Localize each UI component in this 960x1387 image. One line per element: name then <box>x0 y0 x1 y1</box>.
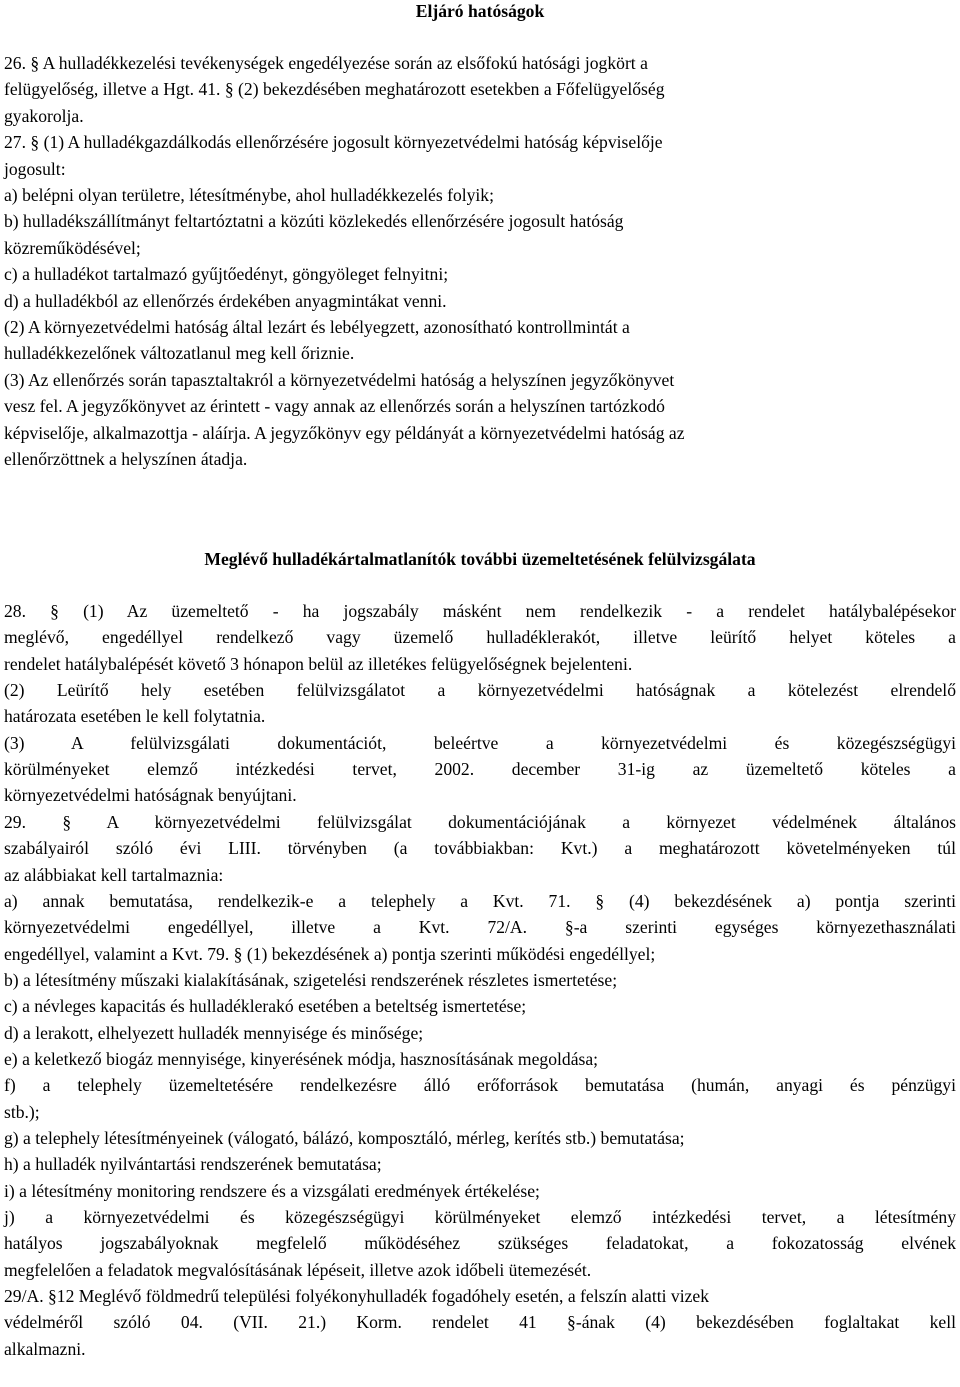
text-line: az alábbiakat kell tartalmaznia: <box>4 864 224 885</box>
text-line: (2) Leürítő hely esetében felülvizsgálatot a környezetvédelmi hatóságnak a kötelezést elrendelő <box>4 680 956 701</box>
text-line: (3) A felülvizsgálati dokumentációt, beleértve a környezetvédelmi és közegészségügyi <box>4 732 956 753</box>
text-line: ellenőrzöttnek a helyszínen átadja. <box>4 449 248 469</box>
text-line: jogosult: <box>4 158 66 179</box>
text-line: meglévő, engedéllyel rendelkező vagy üzemelő hulladéklerakót, illetve leürítő helyet köteles a <box>4 627 956 648</box>
text-line: körülményeket elemző intézkedési tervet, 2002. december 31-ig az üzemeltető köteles a <box>4 759 956 780</box>
text-line: a) belépni olyan területre, létesítménybe, ahol hulladékkezelés folyik; <box>4 185 494 205</box>
text-line: c) a névleges kapacitás és hulladéklerakó esetében a beteltség ismertetése; <box>4 996 527 1017</box>
section-heading-review: Meglévő hulladékártalmatlanítók további üzemeltetésének felülvizsgálata <box>204 549 756 569</box>
text-line: felügyelőség, illetve a Hgt. 41. § (2) bekezdésében meghatározott esetekben a Főfelügyelőség <box>4 79 665 100</box>
text-line: f) a telephely üzemeltetésére rendelkezésre álló erőforrások bemutatása (humán, anyagi és pénzügyi <box>4 1075 956 1096</box>
section-heading-authorities: Eljáró hatóságok <box>415 1 545 21</box>
text-line: c) a hulladékot tartalmazó gyűjtőedényt, göngyöleget felnyitni; <box>4 264 449 285</box>
text-line: vesz fel. A jegyzőkönyvet az érintett - vagy annak az ellenőrzés során a helyszínen tartózkodó <box>4 396 665 417</box>
text-line: közreműködésével; <box>4 237 141 258</box>
text-line: engedéllyel, valamint a Kvt. 79. § (1) bekezdésének a) pontja szerinti működési engedéllyel; <box>4 943 656 964</box>
text-line: i) a létesítmény monitoring rendszere és a vizsgálati eredmények értékelése; <box>4 1180 540 1201</box>
text-line: j) a környezetvédelmi és közegészségügyi körülményeket elemző intézkedési tervet, a létesítmény <box>4 1207 956 1228</box>
text-line: (3) Az ellenőrzés során tapasztaltakról a környezetvédelmi hatóság a helyszínen jegyzőkönyvet <box>4 369 675 390</box>
text-line: 29/A. §12 Meglévő földmedrű települési folyékonyhulladék fogadóhely esetén, a felszín alatti vizek <box>4 1286 710 1307</box>
text-line: a) annak bemutatása, rendelkezik-e a telephely a Kvt. 71. § (4) bekezdésének a) pontja szerinti <box>4 890 956 911</box>
text-line: hulladékkezelőnek változatlanul meg kell őriznie. <box>4 343 355 364</box>
text-line: rendelet hatálybalépését követő 3 hónapon belül az illetékes felügyelőségnek bejelenteni. <box>4 653 633 674</box>
text-line: h) a hulladék nyilvántartási rendszerének bemutatása; <box>4 1154 382 1175</box>
text-line: gyakorolja. <box>4 105 84 126</box>
text-line: hatályos jogszabályoknak megfelelő működéséhez szükséges feladatokat, a fokozatosság elvének <box>4 1233 956 1254</box>
text-line: 27. § (1) A hulladékgazdálkodás ellenőrzésére jogosult környezetvédelmi hatóság képviselője <box>4 132 663 153</box>
text-line: képviselője, alkalmazottja - aláírja. A jegyzőkönyv egy példányát a környezetvédelmi hatóság az <box>4 422 685 443</box>
text-line: környezetvédelmi engedéllyel, illetve a Kvt. 72/A. §-a szerinti egységes környezethasználati <box>4 917 956 938</box>
text-line: védelméről szóló 04. (VII. 21.) Korm. rendelet 41 §-ának (4) bekezdésében foglaltakat kell <box>4 1312 956 1333</box>
text-line: környezetvédelmi hatóságnak benyújtani. <box>4 785 297 806</box>
text-line: 28. § (1) Az üzemeltető - ha jogszabály másként nem rendelkezik - a rendelet hatálybalépésekor <box>4 601 956 621</box>
text-line: d) a lerakott, elhelyezett hulladék mennyisége és minősége; <box>4 1022 424 1043</box>
text-line: alkalmazni. <box>4 1338 86 1359</box>
text-line: (2) A környezetvédelmi hatóság által lezárt és lebélyegzett, azonosítható kontrollmintát a <box>4 317 630 337</box>
text-line: b) a létesítmény műszaki kialakításának, szigetelési rendszerének részletes ismertetése; <box>4 969 618 990</box>
text-line: 29. § A környezetvédelmi felülvizsgálat dokumentációjának a környezet védelmének általános <box>4 811 956 832</box>
text-line: megfelelően a feladatok megvalósításának lépéseit, illetve azok időbeli ütemezését. <box>4 1259 592 1280</box>
text-line: szabályairól szóló évi LIII. törvényben (a továbbiakban: Kvt.) a meghatározott követelményeken túl <box>4 838 956 859</box>
text-line: 26. § A hulladékkezelési tevékenységek engedélyezése során az elsőfokú hatósági jogkört a <box>4 53 648 73</box>
text-line: stb.); <box>4 1101 40 1122</box>
text-line: határozata esetében le kell folytatnia. <box>4 706 266 727</box>
text-line: d) a hulladékból az ellenőrzés érdekében anyagmintákat venni. <box>4 290 447 311</box>
text-line: g) a telephely létesítményeinek (válogató, bálázó, komposztáló, mérleg, kerítés stb.) bemutatása; <box>4 1128 685 1148</box>
text-line: b) hulladékszállítmányt feltartóztatni a közúti közlekedés ellenőrzésére jogosult hatóság <box>4 211 624 232</box>
text-line: e) a keletkező biogáz mennyisége, kinyerésének módja, hasznosításának megoldása; <box>4 1048 599 1069</box>
